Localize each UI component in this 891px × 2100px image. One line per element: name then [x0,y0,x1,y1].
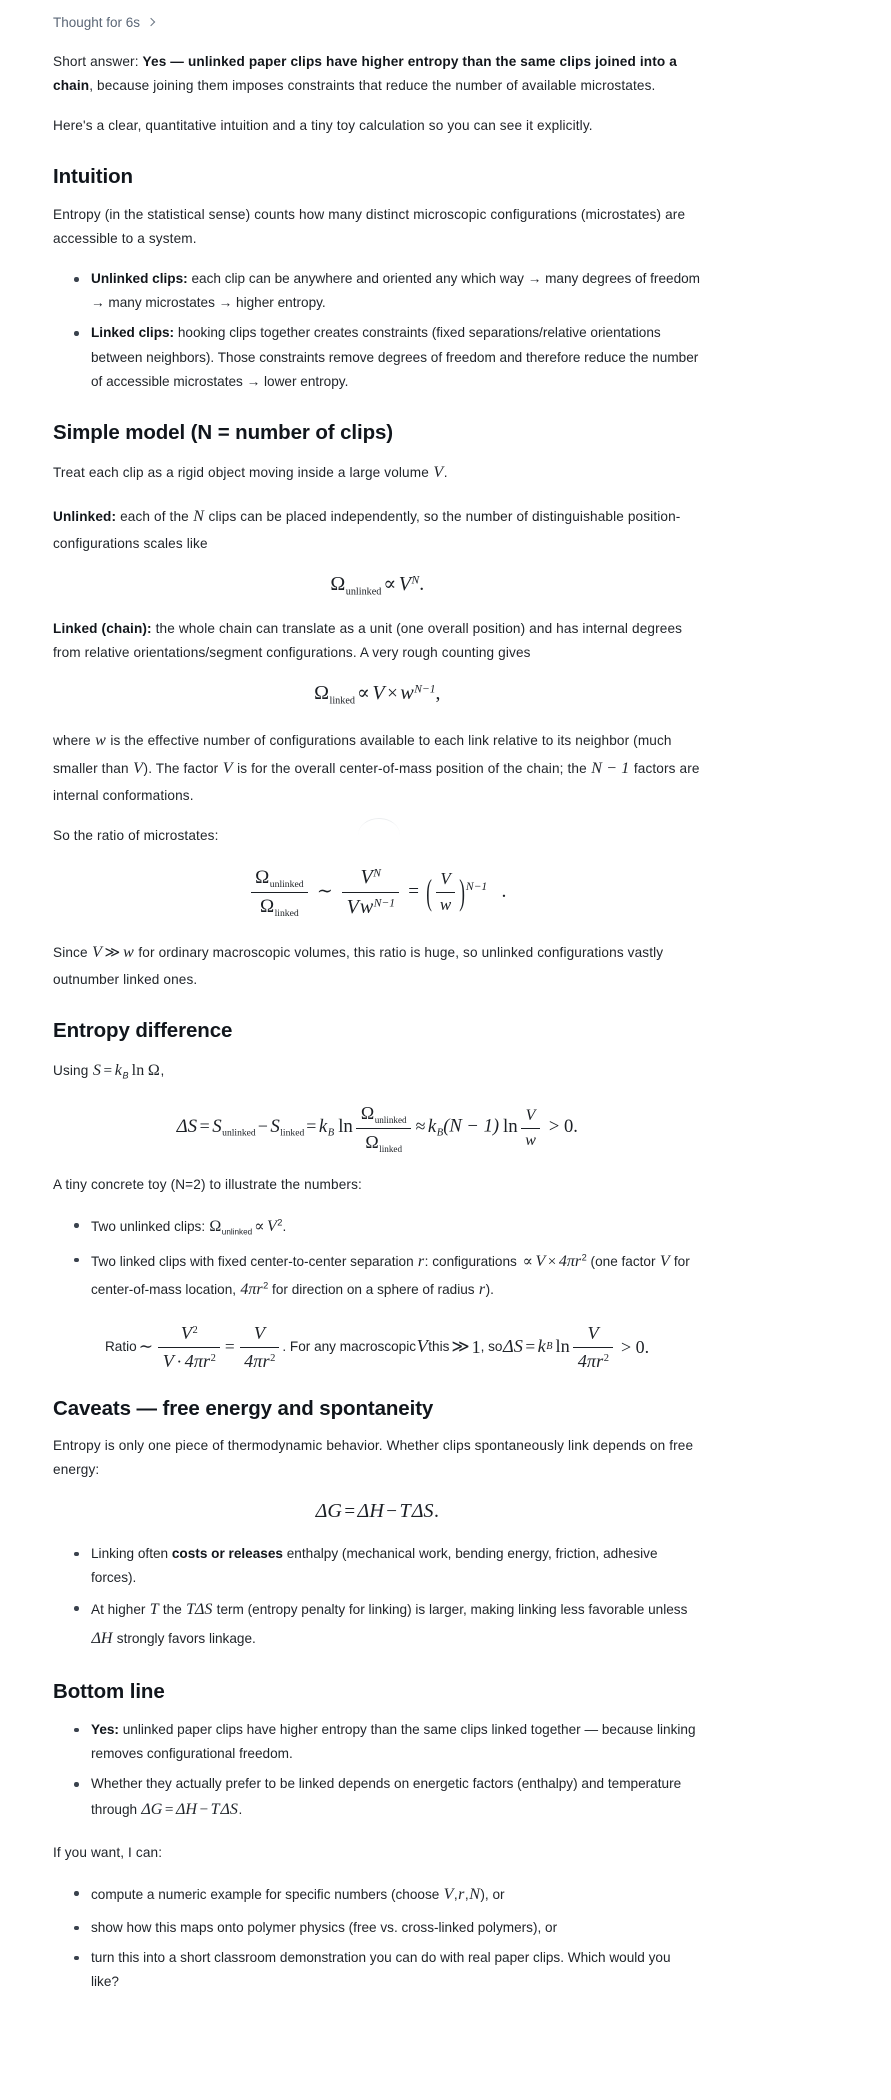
math-exponent: N [373,866,381,880]
unlinked-paragraph [53,503,701,556]
math-minus: − [199,1801,209,1819]
math-var-V: V [92,944,103,962]
text-run: Two linked clips with fixed center-to-center separation [91,1253,418,1269]
list-item [91,1718,701,1766]
fraction-v-over-4pir2 [240,1321,280,1374]
text-run: : configurations [424,1253,521,1269]
text-run: ), or [480,1887,505,1903]
equation-omega-linked [53,681,701,708]
text-run: is the effective number of configurations available to each link relative to its neighbor (much smaller than [53,732,672,777]
math-comma: , [435,682,441,705]
text-run: Whether they actually prefer to be linked depends on energetic factors (enthalpy) and temperature through [91,1776,682,1818]
math-var-T: T [149,1601,159,1619]
fraction-v2-over [158,1321,220,1374]
math-delta-s: ΔS [176,1115,198,1137]
thought-label: Thought for 6s [53,15,141,30]
math-four-pi-r: 4πr [577,1350,604,1371]
text-run: . [282,1219,287,1235]
math-equals: = [199,1115,210,1136]
math-var-V: V [180,1322,192,1343]
math-minus: − [257,1115,268,1136]
fraction-denominator [342,893,399,921]
math-delta-g: ΔG [141,1801,163,1819]
math-left-paren: ( [426,872,432,913]
math-equals: = [525,1337,536,1357]
math-var-r: r [417,1252,425,1270]
fraction-v-over-4pir2 [573,1321,613,1374]
math-subscript: linked [280,1127,305,1139]
math-period: . [433,1499,439,1522]
math-omega: Ω [314,682,329,705]
math-subscript: linked [274,908,299,920]
math-var-w: w [95,731,106,749]
intuition-paragraph: Entropy (in the statistical sense) counts how many distinct microscopic configurations (microstates) are accessible to a system. [53,206,686,246]
equation-microstate-ratio [53,864,701,921]
since-paragraph [53,939,701,992]
toy-intro: A tiny concrete toy (N=2) to illustrate the numbers: [53,1176,362,1192]
where-paragraph [53,727,701,808]
math-equals: = [224,1337,235,1357]
math-four-pi-r: 4πr [184,1350,211,1371]
math-var-V: V [535,1252,546,1270]
math-much-greater: ≫ [104,944,121,962]
math-omega: Ω [255,866,270,888]
math-subscript: linked [379,1143,403,1154]
text-run: enthalpy (mechanical work, bending energy, friction, adhesive forces). [91,1545,658,1585]
math-var-k: k [318,1115,328,1137]
text-run: where [53,732,95,748]
text-run: the [159,1602,186,1618]
math-var-k: k [114,1061,123,1079]
math-exponent: 2 [603,1352,609,1364]
math-exponent: 2 [210,1352,216,1364]
math-var-V: V [659,1252,670,1270]
text-run: Two unlinked clips: [91,1219,209,1235]
text-run: At higher [91,1602,150,1618]
math-var-V: V [416,1336,428,1357]
math-var-N: N [469,1886,480,1904]
text-run: (one factor [586,1253,660,1269]
list-item [91,267,701,315]
fraction-numerator [356,1101,410,1128]
math-proportional: ∝ [383,573,397,595]
math-subscript: B [436,1127,444,1139]
math-comma: , [453,1887,458,1903]
caveats-bullet-list [53,1542,701,1654]
math-subscript: B [546,1340,553,1352]
bullet-lead-label: Linked clips: [91,325,175,341]
math-var-w: w [123,944,134,962]
math-equals: = [306,1115,317,1136]
text-run: ). The factor [143,761,223,777]
fraction-v-power [342,864,399,921]
math-similar: ∼ [316,880,333,902]
math-ln: ln [555,1336,570,1357]
math-proportional: ∝ [254,1218,265,1236]
using-paragraph [53,1057,701,1086]
lead-paragraph: Here's a clear, quantitative intuition and a tiny toy calculation so you can see it explicitly. [53,117,593,133]
fraction-denominator: w [439,895,452,915]
math-four-pi-r: 4πr [244,1350,270,1371]
equation-omega-unlinked [53,572,701,599]
math-times: × [387,683,398,705]
math-equals: = [408,880,419,902]
math-exponent: 2 [192,1324,198,1336]
math-exponent: 2 [581,1252,587,1263]
text-run: for ordinary macroscopic volumes, this ratio is huge, so unlinked configurations vastly outnumber linked ones. [53,945,664,987]
linked-label: Linked (chain): [53,621,152,637]
list-item [91,1596,701,1653]
list-item [91,321,701,394]
list-item [91,1772,701,1825]
math-omega: Ω [147,1061,160,1079]
bullet-text: each clip can be anywhere and oriented any which way → many degrees of freedom → many microstates → higher entropy. [91,271,701,311]
math-n-minus-one: N − 1 [591,760,630,778]
math-var-V: V [360,866,373,889]
math-exponent: N−1 [373,896,395,910]
math-omega: Ω [365,1131,379,1152]
fraction-omega-ratio [356,1101,410,1155]
bottom-line-bullet-list [53,1718,701,1825]
math-var-r: r [458,1886,465,1904]
math-var-V: V [443,1886,454,1904]
text-run: Since [53,945,92,961]
math-equals: = [164,1801,174,1819]
math-var-S: S [270,1115,280,1137]
unlinked-label: Unlinked: [53,509,117,525]
equation-delta-s [53,1101,701,1155]
fraction-denominator: w [525,1131,536,1149]
list-item [91,1213,701,1242]
text-run: Treat each clip as a rigid object moving inside a large volume [53,464,433,480]
math-var-V: V [133,760,144,778]
math-var-T: T [210,1801,220,1819]
math-var-S: S [92,1061,102,1079]
math-delta-s: ΔS [220,1801,238,1819]
fraction-v-over-w [436,868,455,917]
math-one: 1 [471,1336,481,1357]
math-subscript: unlinked [269,879,304,891]
math-four-pi-r: 4πr [558,1252,582,1270]
fraction-numerator [251,865,308,893]
math-proportional: ∝ [356,683,370,705]
text-run: each of the [116,509,193,525]
math-exponent: N [411,573,420,587]
text-run: , [160,1062,165,1078]
bullet-emphasis: costs or releases [171,1545,283,1561]
fraction-denominator [573,1348,613,1374]
math-var-k: k [427,1115,437,1137]
math-omega: Ω [330,572,346,595]
heading-intuition: Intuition [53,165,133,189]
math-var-V: V [587,1322,599,1343]
math-exponent: 2 [270,1352,276,1364]
fraction-numerator: V [521,1105,540,1129]
math-var-V: V [253,1322,266,1343]
math-delta-h: ΔH [91,1629,113,1647]
math-omega: Ω [209,1218,222,1236]
list-item: show how this maps onto polymer physics (free vs. cross-linked polymers), or [91,1916,701,1940]
math-period: . [419,572,425,595]
fraction-numerator: V [436,868,455,893]
fraction-denominator [158,1348,220,1374]
bullet-text: unlinked paper clips have higher entropy than the same clips linked together — because linking removes configurational freedom. [91,1721,696,1762]
math-greater-than-zero: > 0. [620,1336,650,1357]
math-subscript: unlinked [221,1227,253,1237]
short-answer-emphasis: Yes — unlinked paper clips have higher entropy than the same clips joined into a chain [53,53,677,93]
heading-caveats: Caveats — free energy and spontaneity [53,1396,434,1420]
math-delta-s: ΔS [411,1499,434,1522]
fraction-numerator [158,1321,220,1348]
math-exponent: N−1 [414,682,436,696]
bottom-spacer [53,2010,701,2070]
math-var-r: r [478,1281,486,1299]
math-var-V: V [267,1218,277,1236]
math-minus: − [386,1500,398,1522]
text-run: ). [485,1282,494,1298]
text-run: for center-of-mass location, [91,1253,690,1298]
bullet-lead-label: Yes: [91,1721,119,1737]
text-run: Linking often [91,1545,172,1561]
text-run: this [428,1338,450,1354]
ratio-label: Ratio [104,1338,137,1354]
math-subscript: linked [329,695,355,707]
math-ln: ln [131,1061,145,1079]
fraction-numerator [342,864,399,893]
math-omega: Ω [259,896,275,918]
list-item [91,1248,701,1305]
list-item [91,1881,701,1910]
math-var-T: T [399,1499,411,1522]
math-var-w: w [400,682,414,705]
math-ln: ln [503,1115,518,1137]
fraction-numerator [573,1321,613,1348]
math-delta-g: ΔG [315,1499,342,1522]
text-run: the whole chain can translate as a unit (one overall position) and has internal degrees from relative orientations/segment configurations. A very rough counting gives [53,621,683,661]
math-var-V: V [162,1350,174,1371]
text-run: compute a numeric example for specific numbers (choose [91,1887,444,1903]
math-period: . [501,879,507,902]
offer-bullet-list [53,1881,701,1994]
short-answer-rest: , because joining them imposes constraints that reduce the number of available microstates. [89,77,656,93]
fraction-numerator [240,1321,280,1348]
ratio-intro: So the ratio of microstates: [53,827,219,843]
simple-model-intro [53,459,701,488]
heading-bottom-line: Bottom line [53,1680,165,1704]
fraction-denominator [240,1348,280,1374]
text-run: clips can be placed independently, so the number of distinguishable position-configurations scales like [53,509,681,551]
math-delta-h: ΔH [175,1801,197,1819]
math-var-V: V [346,896,359,919]
math-equals: = [344,1500,356,1522]
bullet-lead-label: Unlinked clips: [91,271,188,287]
math-var-k: k [537,1336,546,1357]
math-subscript: unlinked [374,1115,407,1126]
math-comma: , [464,1887,469,1903]
math-var-V: V [398,572,412,595]
math-var-w: w [359,896,374,919]
text-run: is for the overall center-of-mass position of the chain; the [233,761,591,777]
math-proportional: ∝ [522,1252,533,1270]
math-var-S: S [212,1115,222,1137]
text-run: for direction on a sphere of radius [268,1282,479,1298]
math-equals: = [103,1061,113,1079]
short-answer-paragraph [53,50,701,98]
text-run: Using [53,1062,93,1078]
text-run: factors are internal conformations. [53,761,700,803]
math-paren-group: (N − 1) [443,1115,500,1137]
list-item: turn this into a short classroom demonstration you can do with real paper clips. Which would you like? [91,1946,701,1994]
offer-intro: If you want, I can: [53,1845,163,1860]
toy-ratio-expression [105,1321,649,1374]
fraction-v-over-w [521,1105,540,1151]
thought-toggle[interactable] [53,16,156,30]
heading-entropy-difference: Entropy difference [53,1019,233,1043]
math-cdot: · [176,1351,183,1371]
math-right-paren: ) [459,872,465,913]
math-t-delta-s: TΔS [186,1601,213,1619]
short-answer-prefix: Short answer: [53,53,143,69]
math-four-pi-r: 4πr [240,1281,263,1299]
equation-toy-ratio [53,1321,701,1374]
text-run: . For any macroscopic [282,1338,417,1354]
linked-paragraph [53,617,701,665]
math-subscript: unlinked [345,586,382,598]
math-var-N: N [193,508,205,526]
toy-bullet-list [53,1213,701,1305]
math-times: × [547,1252,557,1270]
math-delta-s: ΔS [502,1336,523,1357]
list-item [91,1542,701,1590]
text-run: term (entropy penalty for linking) is larger, making linking less favorable unless [212,1602,688,1618]
heading-simple-model: Simple model (N = number of clips) [53,421,394,445]
text-run: , so [480,1338,503,1354]
math-exponent: 2 [277,1217,283,1228]
math-delta-h: ΔH [357,1499,384,1522]
math-var-V: V [222,760,233,778]
math-approx: ≈ [415,1115,426,1136]
text-run: strongly favors linkage. [113,1630,256,1646]
math-var-V: V [372,682,385,705]
math-ln: ln [338,1115,353,1137]
fraction-omega-ratio [251,865,308,921]
math-exponent: 2 [263,1280,269,1291]
math-omega: Ω [360,1103,375,1124]
intuition-bullet-list [53,267,701,394]
math-greater-than-zero: > 0. [548,1115,578,1137]
math-subscript: B [122,1070,129,1081]
text-run: . [443,464,448,480]
math-subscript: unlinked [222,1127,256,1139]
math-subscript: B [327,1127,335,1139]
chevron-right-icon [147,18,156,27]
math-much-greater: ≫ [451,1337,470,1357]
text-run: . [238,1802,243,1818]
bullet-text: hooking clips together creates constraints (fixed separations/relative orientations between neighbors). Those constraints remove degrees of freedom and therefore reduce the number of accessible microstates → lower entropy. [91,325,699,389]
equation-gibbs-free-energy [53,1499,701,1524]
math-var-V: V [433,463,444,481]
math-similar: ∼ [138,1337,154,1357]
math-exponent: N−1 [465,879,488,893]
fraction-denominator [356,1129,410,1155]
caveats-paragraph: Entropy is only one piece of thermodynamic behavior. Whether clips spontaneously link depends on free energy: [53,1438,694,1478]
fraction-denominator [251,893,308,920]
